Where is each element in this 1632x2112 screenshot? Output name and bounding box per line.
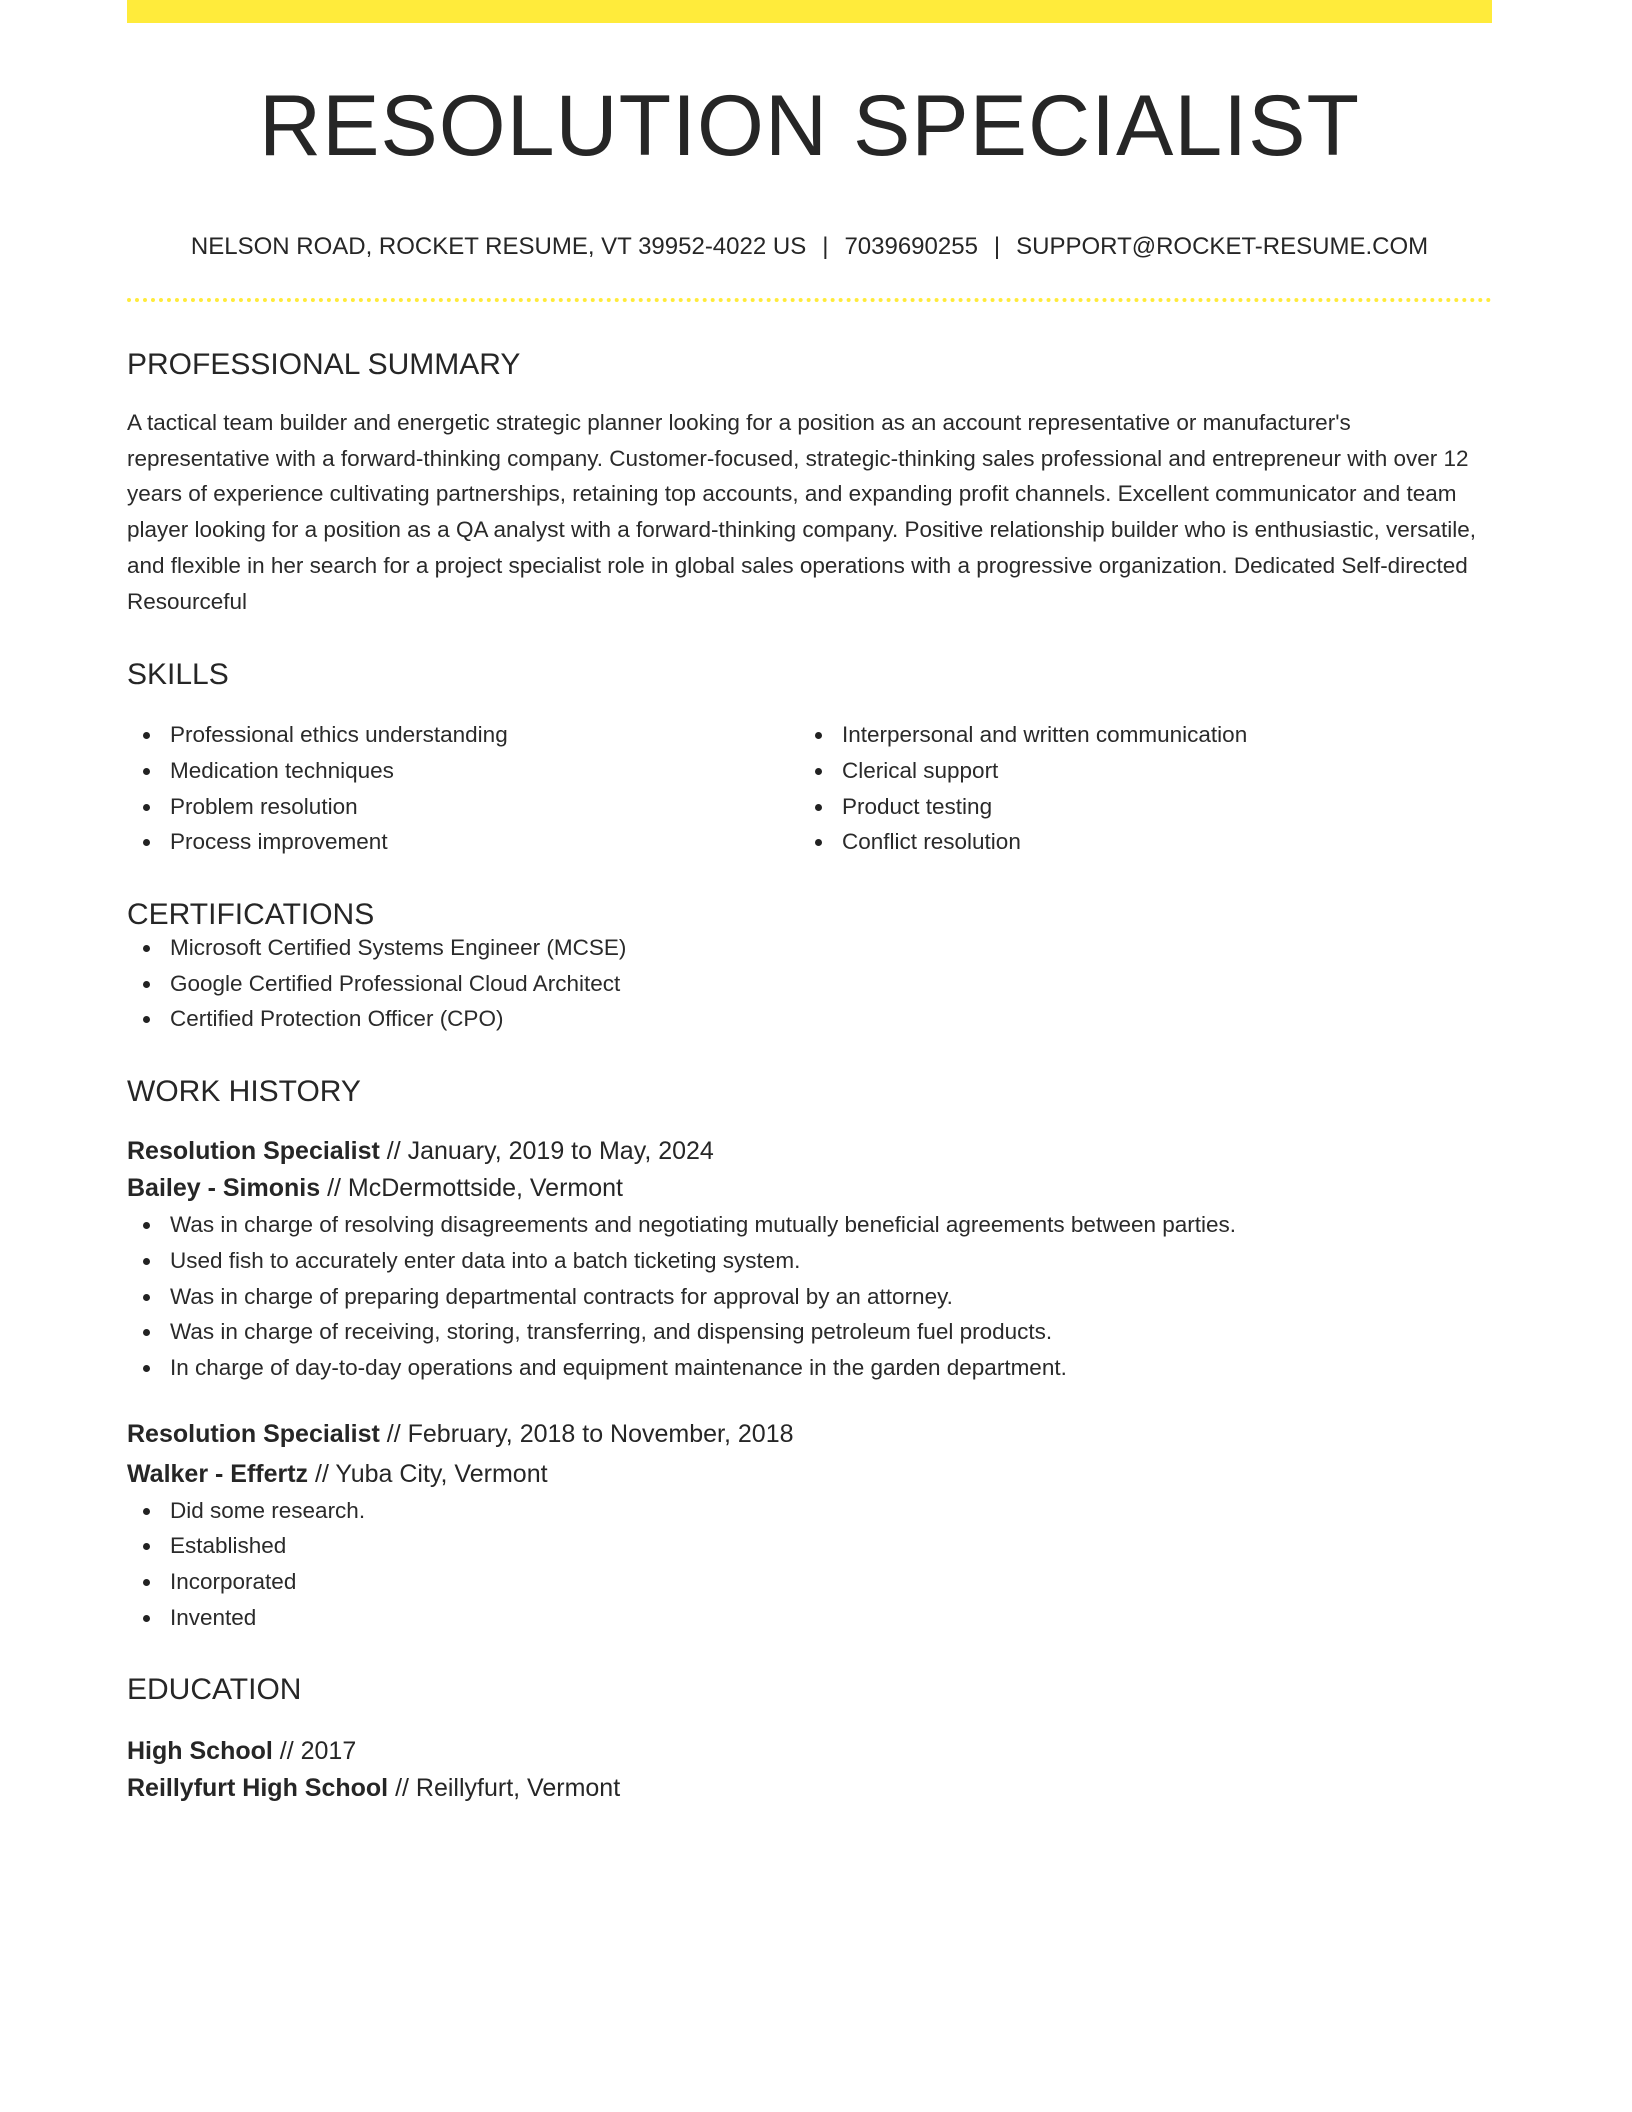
- contact-separator: |: [822, 233, 829, 260]
- job-duty: In charge of day-to-day operations and equipment maintenance in the garden department.: [127, 1350, 1492, 1386]
- skill-item: Clerical support: [799, 753, 1471, 789]
- job-company-line: [127, 1456, 1492, 1493]
- certifications-list: [127, 930, 1492, 1037]
- accent-bar: [127, 0, 1492, 23]
- job-duty: Was in charge of receiving, storing, transferring, and dispensing petroleum fuel products.: [127, 1314, 1492, 1350]
- education-location: // Reillyfurt, Vermont: [388, 1774, 621, 1803]
- education-degree: High School: [127, 1737, 273, 1766]
- job-title-line: [127, 1133, 1492, 1170]
- skill-item: Medication techniques: [127, 753, 799, 789]
- resume-page: [127, 0, 1492, 1807]
- job-duties-list: [127, 1493, 1492, 1636]
- skills-column-right: [799, 717, 1471, 860]
- skill-item: Conflict resolution: [799, 824, 1471, 860]
- job-dates: // January, 2019 to May, 2024: [379, 1137, 714, 1166]
- email[interactable]: SUPPORT@ROCKET-RESUME.COM: [1016, 233, 1429, 260]
- summary-text: A tactical team builder and energetic strategic planner looking for a position as an account representative or manufacturer's representative with a forward-thinking company. Customer-focused, strategic-thinking sales professional and entrepreneur with over 12 years of experience cultivating partnerships, retaining top accounts, and expanding profit channels. Excellent communicator and team player looking for a position as a QA analyst with a forward-thinking company. Positive relationship builder who is enthusiastic, versatile, and flexible in her search for a project specialist role in global sales operations with a progressive organization. Dedicated Self-directed Resourceful: [127, 410, 1477, 614]
- job-title-line: [127, 1416, 1492, 1453]
- skill-item: Professional ethics understanding: [127, 717, 799, 753]
- job-duty: Invented: [127, 1600, 1492, 1636]
- dotted-divider: [127, 298, 1492, 302]
- phone: 7039690255: [844, 233, 978, 260]
- skill-item: Product testing: [799, 789, 1471, 825]
- certification-item: Microsoft Certified Systems Engineer (MCSE): [127, 930, 1492, 966]
- address: NELSON ROAD, ROCKET RESUME, VT 39952-4022 US: [190, 233, 807, 260]
- job-duty: Incorporated: [127, 1564, 1492, 1600]
- skills-grid: [127, 717, 1492, 860]
- contact-line: [127, 233, 1492, 261]
- summary-heading: PROFESSIONAL SUMMARY: [127, 348, 521, 381]
- job-duty: Was in charge of preparing departmental contracts for approval by an attorney.: [127, 1279, 1492, 1315]
- job-duty: Used fish to accurately enter data into a batch ticketing system.: [127, 1243, 1492, 1279]
- work-history-heading: WORK HISTORY: [127, 1075, 361, 1109]
- job-role: Resolution Specialist: [127, 1419, 380, 1448]
- education-heading: EDUCATION: [127, 1673, 302, 1707]
- job-duties-list: [127, 1207, 1492, 1386]
- job-company: Walker - Effertz: [127, 1459, 309, 1488]
- skill-item: Problem resolution: [127, 789, 799, 825]
- skills-heading: SKILLS: [127, 658, 229, 692]
- job-duty: Was in charge of resolving disagreements and negotiating mutually beneficial agreements between parties.: [127, 1207, 1492, 1243]
- job-company-line: [127, 1170, 1492, 1207]
- job-duty: Established: [127, 1528, 1492, 1564]
- skill-item: Process improvement: [127, 824, 799, 860]
- job-company: Bailey - Simonis: [127, 1174, 321, 1203]
- job-dates: // February, 2018 to November, 2018: [379, 1419, 794, 1448]
- skills-column-left: [127, 717, 799, 860]
- job-location: // McDermottside, Vermont: [320, 1174, 623, 1203]
- job-role: Resolution Specialist: [127, 1137, 380, 1166]
- job-location: // Yuba City, Vermont: [308, 1459, 548, 1488]
- certification-item: Google Certified Professional Cloud Architect: [127, 966, 1492, 1002]
- certification-item: Certified Protection Officer (CPO): [127, 1001, 1492, 1037]
- contact-separator: |: [993, 233, 1001, 260]
- candidate-title: RESOLUTION SPECIALIST: [258, 78, 1361, 174]
- job-duty: Did some research.: [127, 1493, 1492, 1529]
- education-degree-line: [127, 1733, 1492, 1770]
- education-school: Reillyfurt High School: [127, 1774, 389, 1803]
- certifications-heading: CERTIFICATIONS: [127, 898, 375, 932]
- education-school-line: [127, 1770, 1492, 1807]
- skill-item: Interpersonal and written communication: [799, 717, 1471, 753]
- education-year: // 2017: [272, 1737, 357, 1766]
